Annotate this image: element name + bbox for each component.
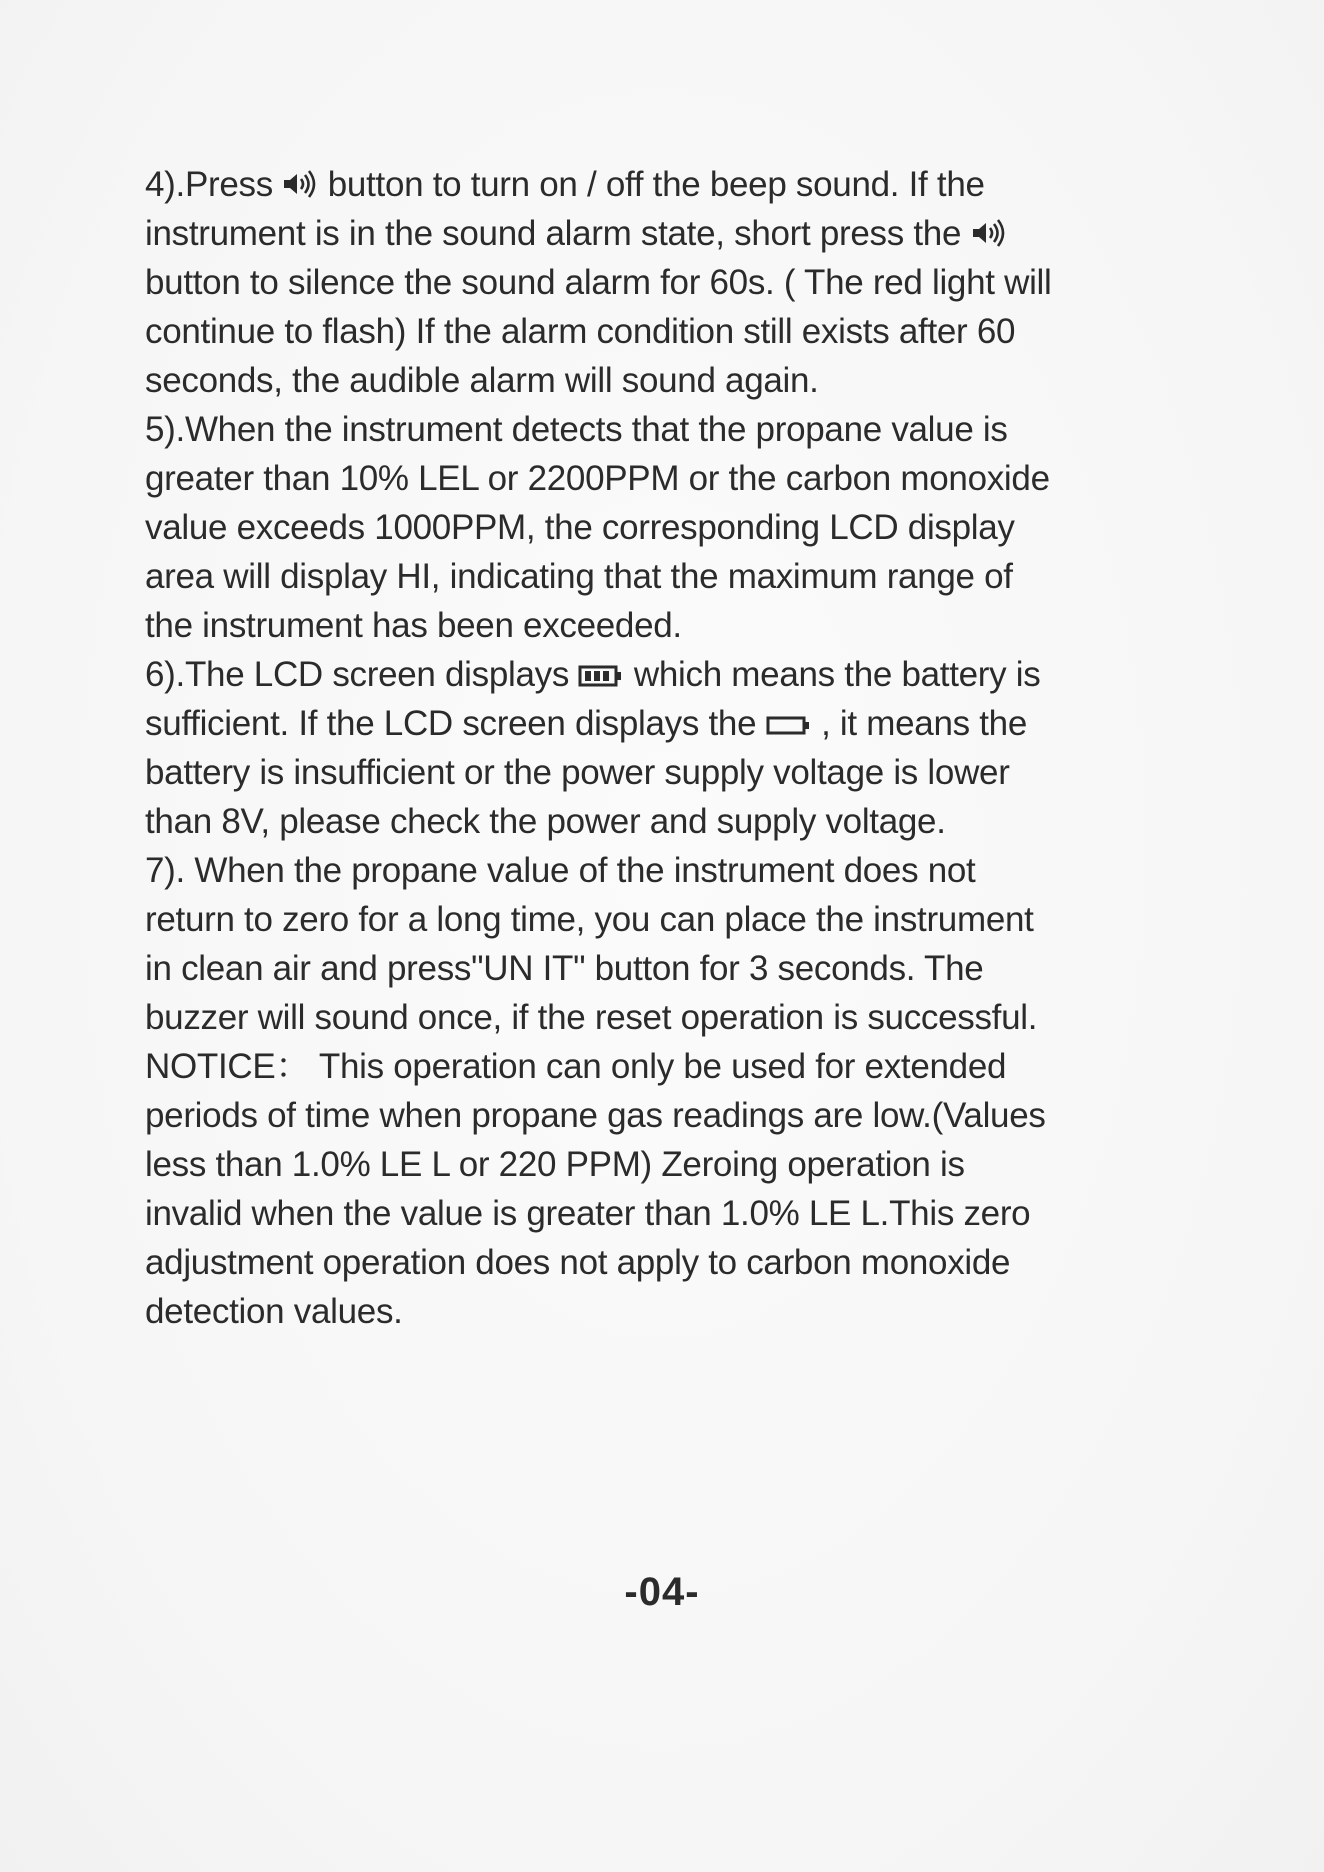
- text-segment: battery is insufficient or the power supply voltage is lower: [145, 753, 1010, 792]
- text-segment: 4).Press: [145, 165, 283, 204]
- text-segment: continue to flash) If the alarm condition still exists after 60: [145, 312, 1016, 351]
- text-line: [145, 601, 1165, 650]
- text-segment: sufficient. If the LCD screen displays the: [145, 704, 766, 743]
- text-line: [145, 209, 1165, 258]
- text-line: [145, 356, 1165, 405]
- text-segment: seconds, the audible alarm will sound again.: [145, 361, 819, 400]
- speaker-icon: [971, 211, 1007, 260]
- text-line: [145, 1238, 1165, 1287]
- text-segment: in clean air and press"UN IT" button for 3 seconds. The: [145, 949, 984, 988]
- text-line: [145, 258, 1165, 307]
- text-line: [145, 160, 1165, 209]
- text-line: [145, 699, 1165, 748]
- text-line: [145, 1042, 1165, 1091]
- text-line: [145, 650, 1165, 699]
- text-segment: , it means the: [811, 704, 1027, 743]
- text-segment: periods of time when propane gas readings are low.(Values: [145, 1096, 1046, 1135]
- text-segment: which means the battery is: [624, 655, 1041, 694]
- text-line: [145, 846, 1165, 895]
- text-segment: 5).When the instrument detects that the propane value is: [145, 410, 1008, 449]
- text-line: [145, 552, 1165, 601]
- text-line: [145, 748, 1165, 797]
- text-segment: the instrument has been exceeded.: [145, 606, 682, 645]
- text-segment: 7). When the propane value of the instrument does not: [145, 851, 976, 890]
- text-segment: detection values.: [145, 1292, 403, 1331]
- text-segment: button to silence the sound alarm for 60s. ( The red light will: [145, 263, 1052, 302]
- text-segment: than 8V, please check the power and supply voltage.: [145, 802, 946, 841]
- text-segment: value exceeds 1000PPM, the corresponding LCD display: [145, 508, 1015, 547]
- text-line: [145, 1189, 1165, 1238]
- text-segment: 6).The LCD screen displays: [145, 655, 579, 694]
- battery-empty-icon: [766, 701, 812, 750]
- text-line: [145, 797, 1165, 846]
- text-line: [145, 307, 1165, 356]
- speaker-icon: [282, 162, 318, 211]
- text-segment: area will display HI, indicating that the maximum range of: [145, 557, 1013, 596]
- text-line: [145, 454, 1165, 503]
- text-line: [145, 1287, 1165, 1336]
- text-segment: buzzer will sound once, if the reset operation is successful.: [145, 998, 1038, 1037]
- text-segment: NOTICE： This operation can only be used for extended: [145, 1047, 1007, 1086]
- text-line: [145, 1091, 1165, 1140]
- text-segment: return to zero for a long time, you can place the instrument: [145, 900, 1034, 939]
- text-line: [145, 944, 1165, 993]
- text-line: [145, 993, 1165, 1042]
- text-segment: greater than 10% LEL or 2200PPM or the carbon monoxide: [145, 459, 1050, 498]
- instruction-text: [145, 160, 1165, 1336]
- battery-full-icon: [578, 652, 624, 701]
- text-segment: instrument is in the sound alarm state, short press the: [145, 214, 971, 253]
- text-line: [145, 1140, 1165, 1189]
- text-segment: less than 1.0% LE L or 220 PPM) Zeroing operation is: [145, 1145, 965, 1184]
- text-line: [145, 895, 1165, 944]
- text-segment: button to turn on / off the beep sound. If the: [318, 165, 985, 204]
- text-line: [145, 503, 1165, 552]
- text-line: [145, 405, 1165, 454]
- text-segment: adjustment operation does not apply to carbon monoxide: [145, 1243, 1011, 1282]
- page-number: -04-: [624, 1570, 700, 1614]
- text-segment: invalid when the value is greater than 1.0% LE L.This zero: [145, 1194, 1031, 1233]
